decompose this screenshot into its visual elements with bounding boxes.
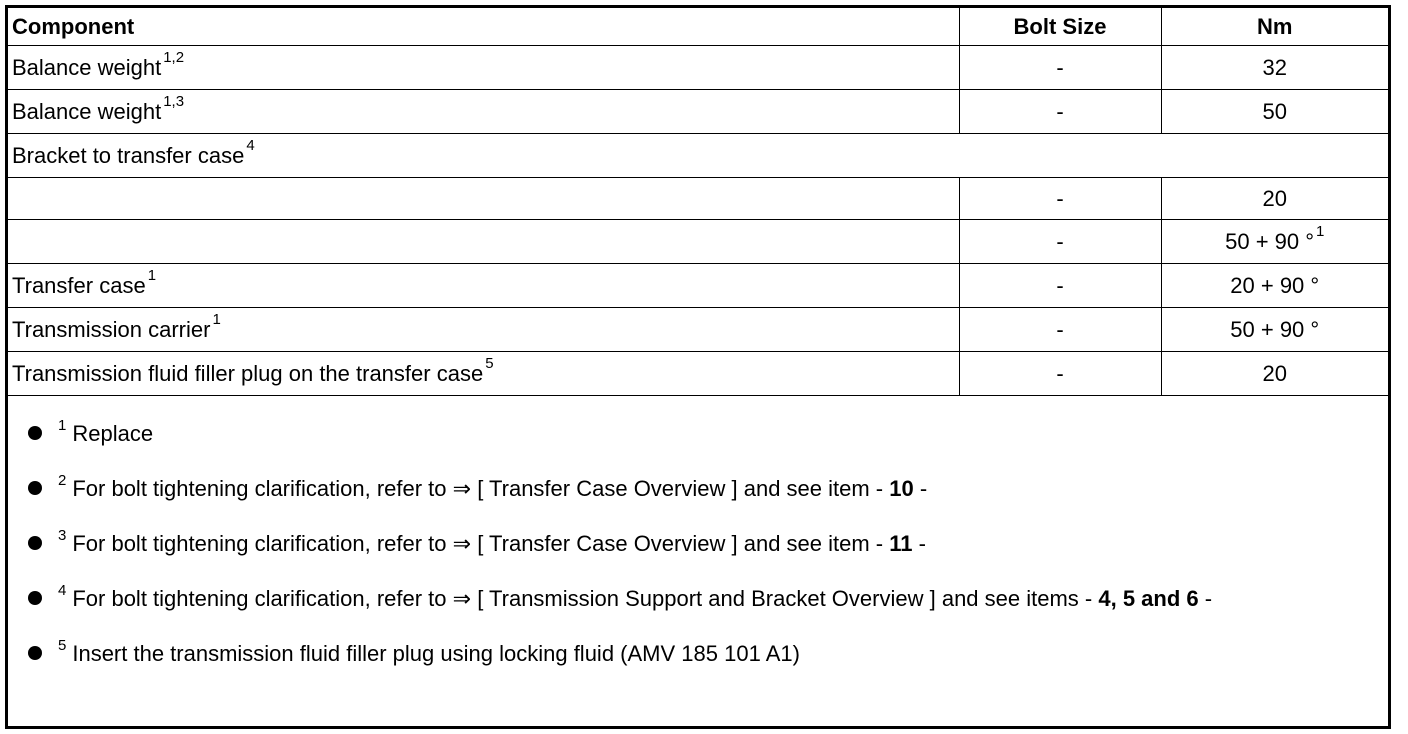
table-row [8,308,1388,352]
cross-reference-link[interactable]: [ Transmission Support and Bracket Overview ] [477,586,936,611]
bolt-size-cell: - [959,90,1161,134]
bullet-icon [28,481,42,495]
bullet-icon [28,646,42,660]
header-component: Component [8,8,959,46]
footnote: $^5$ Insert the transmission fluid filler plug using locking fluid (AMV 185 101 A1) [28,641,800,667]
torque-spec-table-frame [5,5,1391,729]
footnote: $^1$ Replace [28,421,153,447]
component-group-cell: Bracket to transfer case $^4$ [8,134,1388,178]
bolt-size-cell: - [959,308,1161,352]
nm-cell: 32 [1161,46,1388,90]
nm-cell: 50 + 90 ° $^1$ [1161,220,1388,264]
nm-cell: 20 + 90 ° [1161,264,1388,308]
bullet-icon [28,536,42,550]
component-cell [8,220,959,264]
table-row [8,46,1388,90]
component-cell [8,178,959,220]
bolt-size-cell: - [959,178,1161,220]
bolt-size-cell: - [959,352,1161,396]
cross-reference-link[interactable]: [ Transfer Case Overview ] [477,476,738,501]
table-row [8,178,1388,220]
bullet-icon [28,591,42,605]
header-nm: Nm [1161,8,1388,46]
component-cell: Transmission fluid filler plug on the transfer case $^5$ [8,352,959,396]
table-row [8,264,1388,308]
table-row [8,352,1388,396]
component-cell: Balance weight $^{1,3}$ [8,90,959,134]
component-cell: Transfer case $^1$ [8,264,959,308]
nm-cell: 50 + 90 ° [1161,308,1388,352]
nm-cell: 20 [1161,178,1388,220]
component-cell: Balance weight $^{1,2}$ [8,46,959,90]
torque-spec-table [8,8,1388,396]
footnote: $^2$ For bolt tightening clarification, refer to ⇒ [ Transfer Case Overview ] and see item - 10 - [28,476,927,502]
table-row [8,220,1388,264]
header-row [8,8,1388,46]
table-row [8,90,1388,134]
cross-reference-link[interactable]: [ Transfer Case Overview ] [477,531,738,556]
bolt-size-cell: - [959,46,1161,90]
nm-cell: 20 [1161,352,1388,396]
footnote: $^3$ For bolt tightening clarification, refer to ⇒ [ Transfer Case Overview ] and see item - 11 - [28,531,926,557]
component-cell: Transmission carrier $^1$ [8,308,959,352]
footnote: $^4$ For bolt tightening clarification, refer to ⇒ [ Transmission Support and Bracket Overview ] and see items - 4, 5 and 6 - [28,586,1212,612]
nm-cell: 50 [1161,90,1388,134]
bolt-size-cell: - [959,220,1161,264]
table-row [8,134,1388,178]
header-bolt-size: Bolt Size [959,8,1161,46]
bolt-size-cell: - [959,264,1161,308]
bullet-icon [28,426,42,440]
